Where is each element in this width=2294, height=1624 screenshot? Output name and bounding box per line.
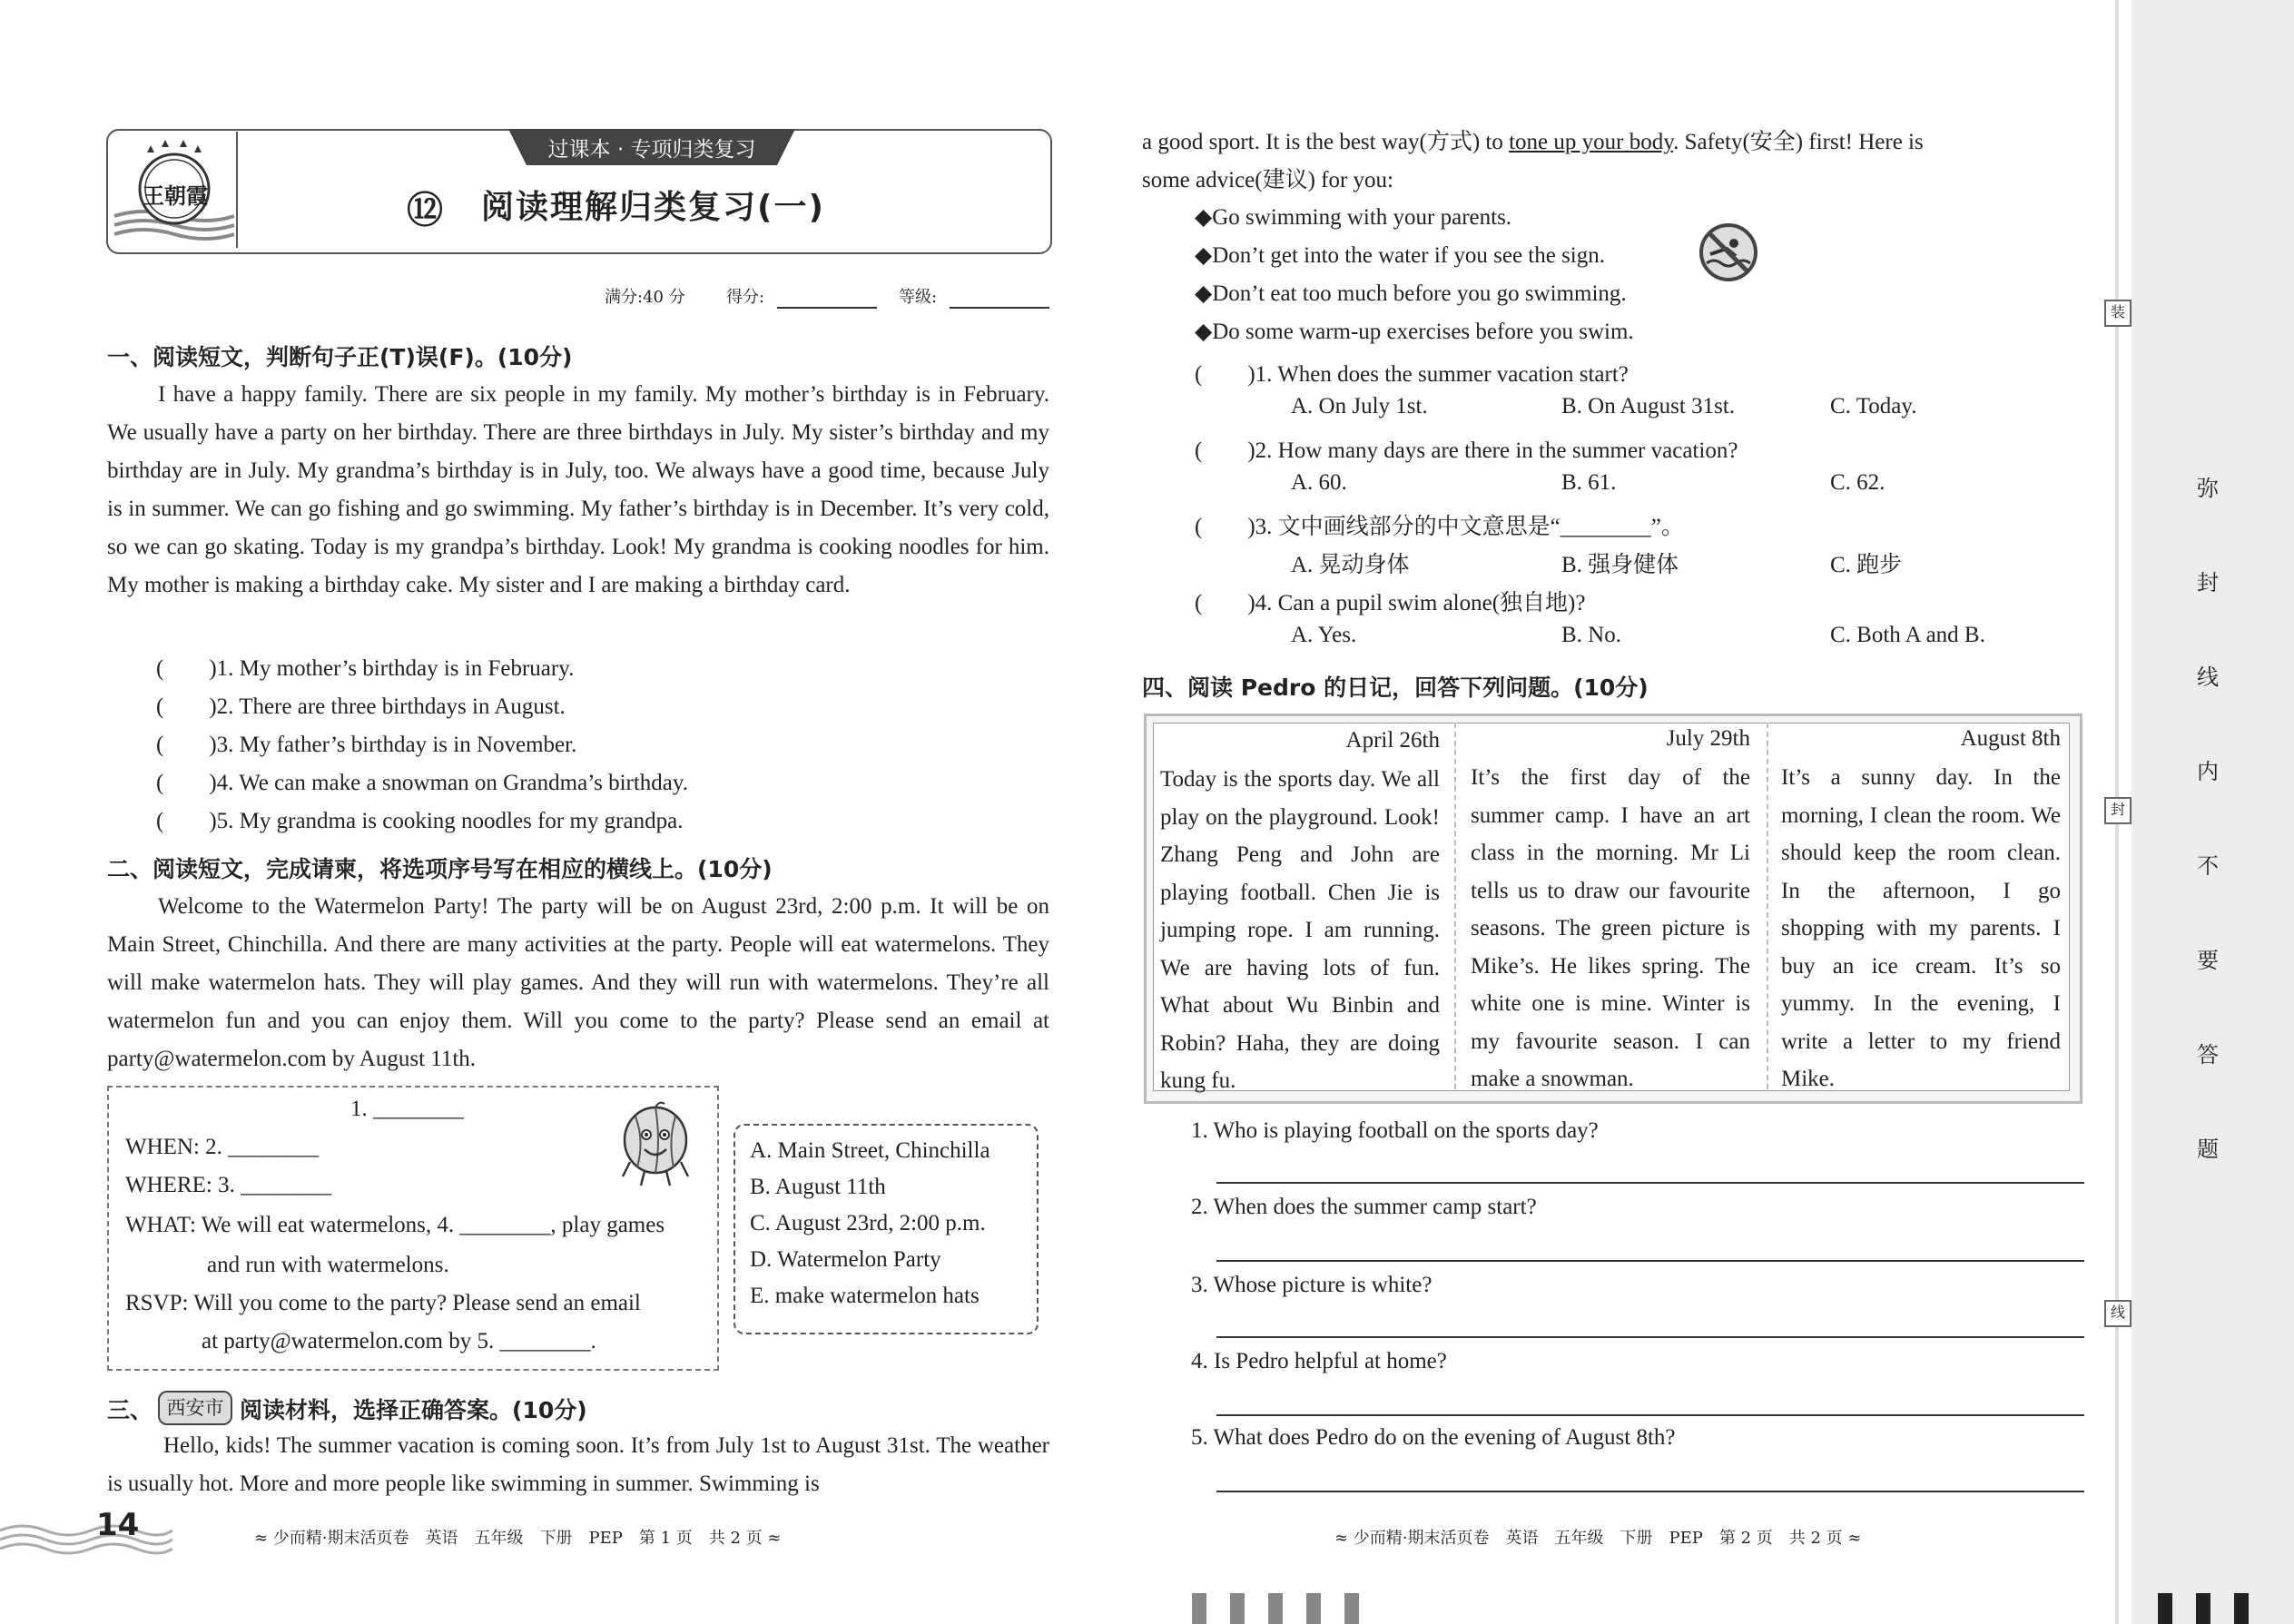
page-number: 14 [96, 1507, 140, 1543]
advice-item: ◆Don’t eat too much before you go swimming. [1195, 281, 1627, 306]
footer-left: ≈ 少而精·期末活页卷 英语 五年级 下册 PEP 第 1 页 共 2 页 ≈ [254, 1529, 782, 1548]
banner-text: 过课本 · 专项归类复习 [547, 138, 756, 162]
binding-mark: 封 [2104, 797, 2132, 824]
option-item: C. August 23rd, 2:00 p.m. [750, 1211, 986, 1235]
passage-text: . Safety(安全) first! Here is [1673, 130, 1924, 154]
mc-option-a: A. Yes. [1291, 623, 1357, 647]
judge-item[interactable]: ( )4. We can make a snowman on Grandma’s birthday. [156, 771, 689, 795]
tab-mark [2158, 1593, 2172, 1624]
page-title: 阅读理解归类复习(一) [481, 189, 825, 226]
section-3-passage: Hello, kids! The summer vacation is coming soon. It’s from July 1st to August 31st. The weather is usually hot. More and more people like swimming in summer. Swimming is [107, 1433, 1049, 1496]
mc-question[interactable]: ( )2. How many days are there in the summer vacation? [1195, 438, 1738, 463]
mc-option-c: C. Today. [1830, 394, 1917, 418]
grade-label: 等级: [899, 288, 938, 307]
section-3-passage-cont2: some advice(建议) for you: [1142, 168, 1394, 192]
judge-item[interactable]: ( )2. There are three birthdays in August. [156, 694, 566, 719]
binding-strip [2132, 0, 2294, 1624]
section-3-number: 三、 [107, 1397, 153, 1423]
diary-entry: It’s the first day of the summer camp. I have an art class in the morning. Mr Li tells us to draw our favourite seasons. The green picture is Mike’s. He likes spring. The white one is mine. Winter is my favourite season. I can make a snowman. [1471, 765, 1750, 1091]
mc-question[interactable]: ( )4. Can a pupil swim alone(独自地)? [1195, 591, 1586, 615]
answer-line[interactable] [1216, 1336, 2084, 1338]
answer-line[interactable] [1216, 1182, 2084, 1184]
underlined-phrase: tone up your body [1509, 130, 1674, 154]
judge-item[interactable]: ( )1. My mother’s birthday is in February. [156, 656, 575, 681]
section-3-heading: 阅读材料，选择正确答案。(10分) [240, 1397, 587, 1423]
diary-date: July 29th [1666, 726, 1750, 751]
binding-notice-char: 线 [2197, 664, 2219, 690]
card-when[interactable]: WHEN: 2. ________ [125, 1135, 320, 1159]
answer-line[interactable] [1216, 1260, 2084, 1262]
mc-option-c: C. Both A and B. [1830, 623, 1985, 647]
binding-notice-char: 弥 [2197, 476, 2219, 501]
binding-mark: 线 [2104, 1300, 2132, 1327]
card-what-cont: and run with watermelons. [207, 1253, 449, 1277]
mc-option-b: B. On August 31st. [1561, 394, 1736, 418]
tab-mark [2234, 1593, 2249, 1624]
open-question: 2. When does the summer camp start? [1191, 1195, 1537, 1219]
binding-mark: 装 [2104, 300, 2132, 327]
full-score: 满分:40 分 [605, 288, 685, 307]
grade-blank[interactable] [950, 307, 1049, 309]
section-2-passage: Welcome to the Watermelon Party! The party will be on August 23rd, 2:00 p.m. It will be on Main Street, Chinchilla. And there are many activities at the party. People will eat watermelons. They will make watermelon hats. They will play games. And they will run with watermelons. They’re all watermelon fun and you can enjoy them. Will you come to the party? Please send an email at party@watermelon.com by August 11th. [107, 894, 1049, 1071]
judge-item[interactable]: ( )3. My father’s birthday is in November. [156, 733, 577, 757]
diary-date: April 26th [1345, 728, 1440, 753]
open-question: 5. What does Pedro do on the evening of August 8th? [1191, 1425, 1676, 1450]
mc-option-a: A. 晃动身体 [1291, 553, 1410, 577]
tab-mark [1306, 1593, 1321, 1624]
tab-mark [1192, 1593, 1206, 1624]
advice-item: ◆Do some warm-up exercises before you swim. [1195, 320, 1634, 344]
binding-notice-char: 不 [2197, 853, 2219, 879]
passage-text: a good sport. It is the best way(方式) to [1142, 130, 1503, 154]
tab-mark [1344, 1593, 1359, 1624]
answer-line[interactable] [1216, 1491, 2084, 1492]
diary-entry: It’s a sunny day. In the morning, I clean the room. We should keep the room clean. In the afternoon, I go shopping with my parents. I buy an ice cream. It’s so yummy. In the evening, I write a letter to my friend Mike. [1781, 765, 2061, 1091]
mc-option-c: C. 跑步 [1830, 553, 1903, 577]
binding-notice-char: 答 [2197, 1042, 2219, 1068]
card-rsvp: RSVP: Will you come to the party? Please send an email [125, 1291, 641, 1315]
open-question: 3. Whose picture is white? [1191, 1273, 1433, 1297]
binding-notice-char: 要 [2197, 948, 2219, 973]
score-label: 得分: [726, 288, 765, 307]
diary-divider [1767, 723, 1768, 1089]
section-1-heading: 一、阅读短文，判断句子正(T)误(F)。(10分) [107, 344, 573, 370]
card-title-blank[interactable]: 1. ________ [350, 1097, 464, 1121]
region-tag: 西安市 [158, 1391, 232, 1425]
tab-mark [2196, 1593, 2210, 1624]
diary-divider [1454, 723, 1456, 1089]
mc-option-a: A. On July 1st. [1291, 394, 1428, 418]
card-rsvp-cont[interactable]: at party@watermelon.com by 5. ________. [202, 1329, 596, 1353]
answer-line[interactable] [1216, 1414, 2084, 1416]
section-3-passage-cont [1142, 123, 2086, 162]
binding-notice-char: 封 [2197, 570, 2219, 595]
mc-question[interactable]: ( )3. 文中画线部分的中文意思是“________”。 [1195, 515, 1684, 539]
footer-right: ≈ 少而精·期末活页卷 英语 五年级 下册 PEP 第 2 页 共 2 页 ≈ [1334, 1529, 1862, 1548]
mc-question[interactable]: ( )1. When does the summer vacation start? [1195, 362, 1629, 387]
option-item: A. Main Street, Chinchilla [750, 1138, 990, 1163]
mc-option-b: B. 61. [1561, 470, 1617, 495]
tab-mark [1230, 1593, 1245, 1624]
watermelon-illustration [608, 1098, 699, 1189]
card-where[interactable]: WHERE: 3. ________ [125, 1173, 332, 1197]
open-question: 1. Who is playing football on the sports day? [1191, 1118, 1599, 1143]
option-item: D. Watermelon Party [750, 1247, 941, 1272]
open-question: 4. Is Pedro helpful at home? [1191, 1349, 1447, 1373]
mc-option-b: B. 强身健体 [1561, 553, 1679, 577]
tab-mark [1268, 1593, 1283, 1624]
binding-notice-char: 内 [2197, 759, 2219, 784]
diary-entry: Today is the sports day. We all play on the playground. Look! Zhang Peng and John are playing football. Chen Jie is jumping rope. I am running. We are having lots of fun. What about Wu Binbin and Robin? Haha, they are doing kung fu. [1160, 767, 1440, 1093]
diary-date: August 8th [1960, 726, 2061, 751]
page-corner-waves [0, 1511, 172, 1556]
section-2-heading: 二、阅读短文，完成请柬，将选项序号写在相应的横线上。(10分) [107, 856, 773, 882]
judge-item[interactable]: ( )5. My grandma is cooking noodles for my grandpa. [156, 809, 684, 833]
section-4-heading: 四、阅读 Pedro 的日记，回答下列问题。(10分) [1142, 674, 1649, 701]
mc-option-c: C. 62. [1830, 470, 1885, 495]
option-item: E. make watermelon hats [750, 1284, 980, 1308]
advice-item: ◆Go swimming with your parents. [1195, 205, 1512, 230]
no-swimming-sign-icon [1698, 221, 1759, 283]
option-item: B. August 11th [750, 1175, 886, 1199]
mc-option-a: A. 60. [1291, 470, 1347, 495]
section-1-passage: I have a happy family. There are six people in my family. My mother’s birthday is in February. We usually have a party on her birthday. There are three birthdays in July. My sister’s birthday and my birthday are in July. My grandma’s birthday is in July, too. We always have a good time, because July is in summer. We can go fishing and go swimming. My father’s birthday is in December. It’s very cold, so we can go skating. Today is my grandpa’s birthday. Look! My grandma is cooking noodles for him. My mother is making a birthday cake. My sister and I are making a birthday card. [107, 382, 1049, 597]
mc-option-b: B. No. [1561, 623, 1621, 647]
binding-notice-char: 题 [2197, 1137, 2219, 1162]
lesson-number: ⑫ [407, 190, 443, 231]
advice-item: ◆Don’t get into the water if you see the sign. [1195, 243, 1606, 268]
score-blank[interactable] [777, 307, 877, 309]
logo-text: 王朝霞 [143, 182, 208, 209]
card-what[interactable]: WHAT: We will eat watermelons, 4. ________, play games [125, 1213, 665, 1237]
